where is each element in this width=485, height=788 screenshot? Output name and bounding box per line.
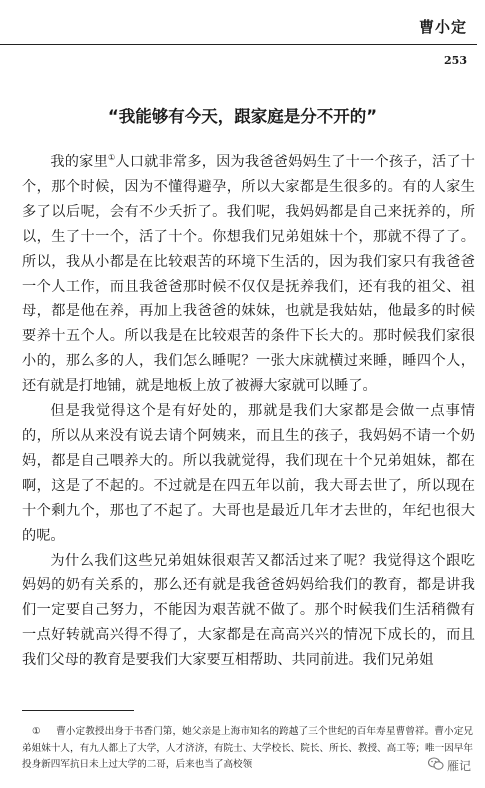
body-text: [22, 150, 475, 673]
page-number: 253: [444, 54, 467, 67]
paragraph-1-text: 人口就非常多，因为我爸爸妈妈生了十一个孩子，活了十个，那个时候，因为不懂得避孕，所以大家都是生很多的。有的人家生多了以后呢，会有不少夭折了。我们呢，我妈妈都是自己来抚养的，所以，生了十一个，活了十个。你想我们兄弟姐妹十个，那就不得了了。所以，我从小都是在比较艰苦的环境下生活的，因为我们家只有我爸爸一个人工作，而且我爸爸那时候不仅仅是抚养我们，还有我的祖父、祖母，都是他在养，再加上我爸爸的妹妹，也就是我姑姑，他最多的时候要养十五个人。所以我是在比较艰苦的条件下长大的。那时候我们家很小的，那么多的人，我们怎么睡呢？一张大床就横过来睡，睡四个人，还有就是打地铺，就是地板上放了被褥大家就可以睡了。: [22, 154, 475, 395]
paragraph-2: 但是我觉得这个是有好处的，那就是我们大家都是会做一点事情的，所以从来没有说去请个阿姨来，而且生的孩子，我妈妈不请一个奶妈，都是自己喂养大的。所以我就觉得，我们现在十个兄弟姐妹，都在啊，这是了不起的。不过就是在四五年以前，我大哥去世了，所以现在十个剩九个，那也了不起了。大哥也是最近几年才去世的，年纪也很大的呢。: [22, 403, 475, 544]
paragraph-1-lead: 我的家里: [50, 154, 108, 170]
chapter-title: “我能够有今天，跟家庭是分不开的”: [107, 107, 378, 126]
wechat-icon: [428, 757, 444, 774]
paragraph-1: [22, 150, 475, 399]
footnote-rule: [22, 710, 134, 711]
watermark-text: 雁记: [446, 759, 471, 773]
footnote: [22, 724, 473, 774]
paragraph-3: 为什么我们这些兄弟姐妹很艰苦又都活过来了呢？我觉得这个跟吃妈妈的奶有关系的，那么还有就是我爸爸妈妈给我们的教育，都是讲我们一定要自己努力，不能因为艰苦就不做了。那个时候我们生活稍微有一点好转就高兴得不得了，大家都是在高高兴兴的情况下成长的，而且我们父母的教育是要我们大家要互相帮助、共同前进。我们兄弟姐: [22, 552, 475, 669]
footnote-text: 曹小定教授出身于书香门第，她父亲是上海市知名的跨越了三个世纪的百年寿星曹曾祥。曹小定兄弟姐妹十人，有九人都上了大学，人才济济，有院士、大学校长、院长、所长、教授、高工等；唯一因早年投身新四军抗日未上过大学的二哥，后来也当了高校领: [22, 726, 473, 770]
watermark: [428, 757, 471, 774]
footnote-number: ①: [32, 726, 41, 737]
footnote-reference[interactable]: ①: [107, 153, 116, 162]
header-rule: [0, 44, 477, 45]
running-head: 曹小定: [418, 18, 467, 36]
